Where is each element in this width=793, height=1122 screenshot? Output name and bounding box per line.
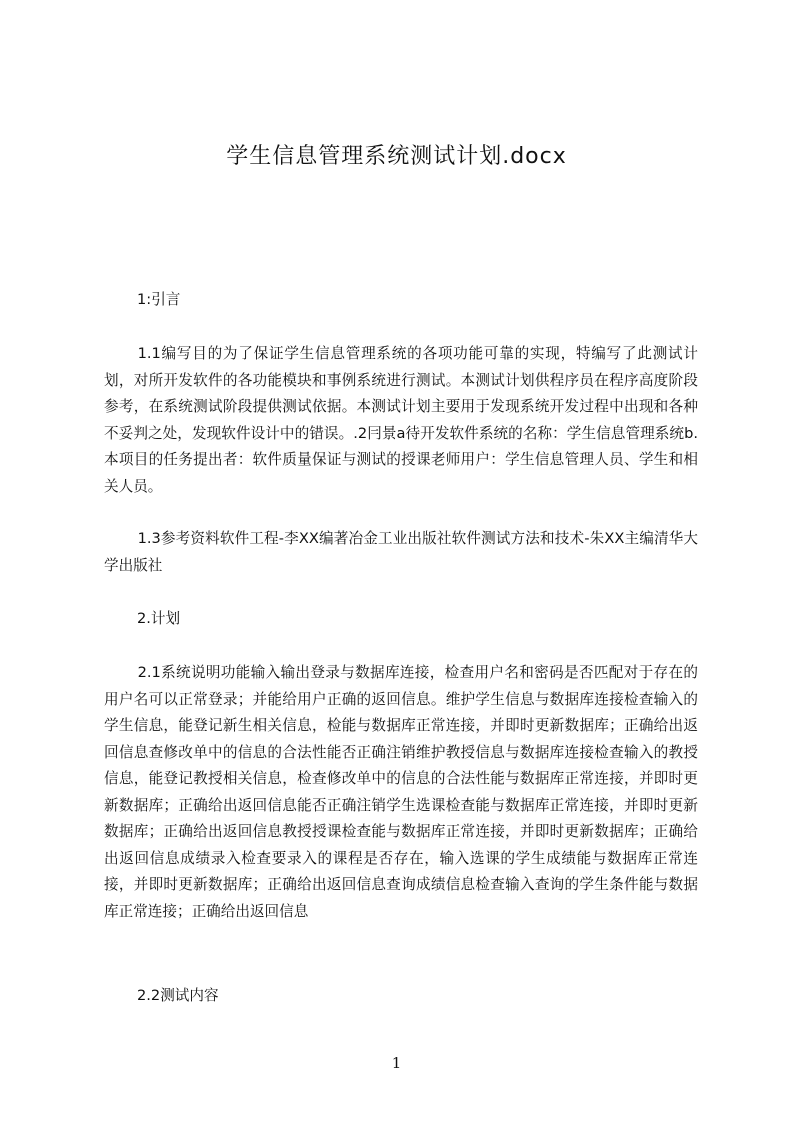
page-number: 1 [391, 1054, 402, 1072]
document-title: 学生信息管理系统测试计划.docx [226, 144, 567, 169]
paragraph-2-1: 2.1系统说明功能输入输出登录与数据库连接，检查用户名和密码是否匹配对于存在的用户名可以正常登录；并能给用户正确的返回信息。维护学生信息与数据库连接检查输入的学生信息，能登记新生相关信息，检能与数据库正常连接，并即时更新数据库；正确给出返回信息查修改单中的信息的合法性能否正确注销维护教授信息与数据库连接检查输入的教授信息，能登记教授相关信息，检查修改单中的信息的合法性能与数据库正常连接，并即时更新数据库；正确给出返回信息能否正确注销学生选课检查能与数据库正常连接，并即时更新数据库；正确给出返回信息教授授课检查能与数据库正常连接，并即时更新数据库；正确给出返回信息成绩录入检查要录入的课程是否存在，输入选课的学生成绩能与数据库正常连接，并即时更新数据库；正确给出返回信息查询成绩信息检查输入查询的学生条件能与数据库正常连接；正确给出返回信息 [104, 664, 698, 920]
paragraph-1-1: 1.1编写目的为了保证学生信息管理系统的各项功能可靠的实现，特编写了此测试计划，对所开发软件的各功能模块和事例系统进行测试。本测试计划供程序员在程序高度阶段参考，在系统测试阶段提供测试依据。本测试计划主要用于发现系统开发过程中出现和各种不妥判之处，发现软件设计中的错误。.2冃景a待开发软件系统的名称：学生信息管理系统b.本项目的任务提出者：软件质量保证与测试的授课老师用户：学生信息管理人员、学生和相关人员。 [104, 345, 698, 495]
section-heading-test-content: 2.2测试内容 [137, 987, 219, 1004]
section-heading-plan: 2.计划 [137, 610, 181, 627]
paragraph-1-3: 1.3参考资料软件工程-李XX编著冶金工业出版社软件测试方法和技术-朱XX主编清华大学出版社 [104, 530, 698, 574]
section-heading-intro: 1:引言 [137, 291, 181, 308]
